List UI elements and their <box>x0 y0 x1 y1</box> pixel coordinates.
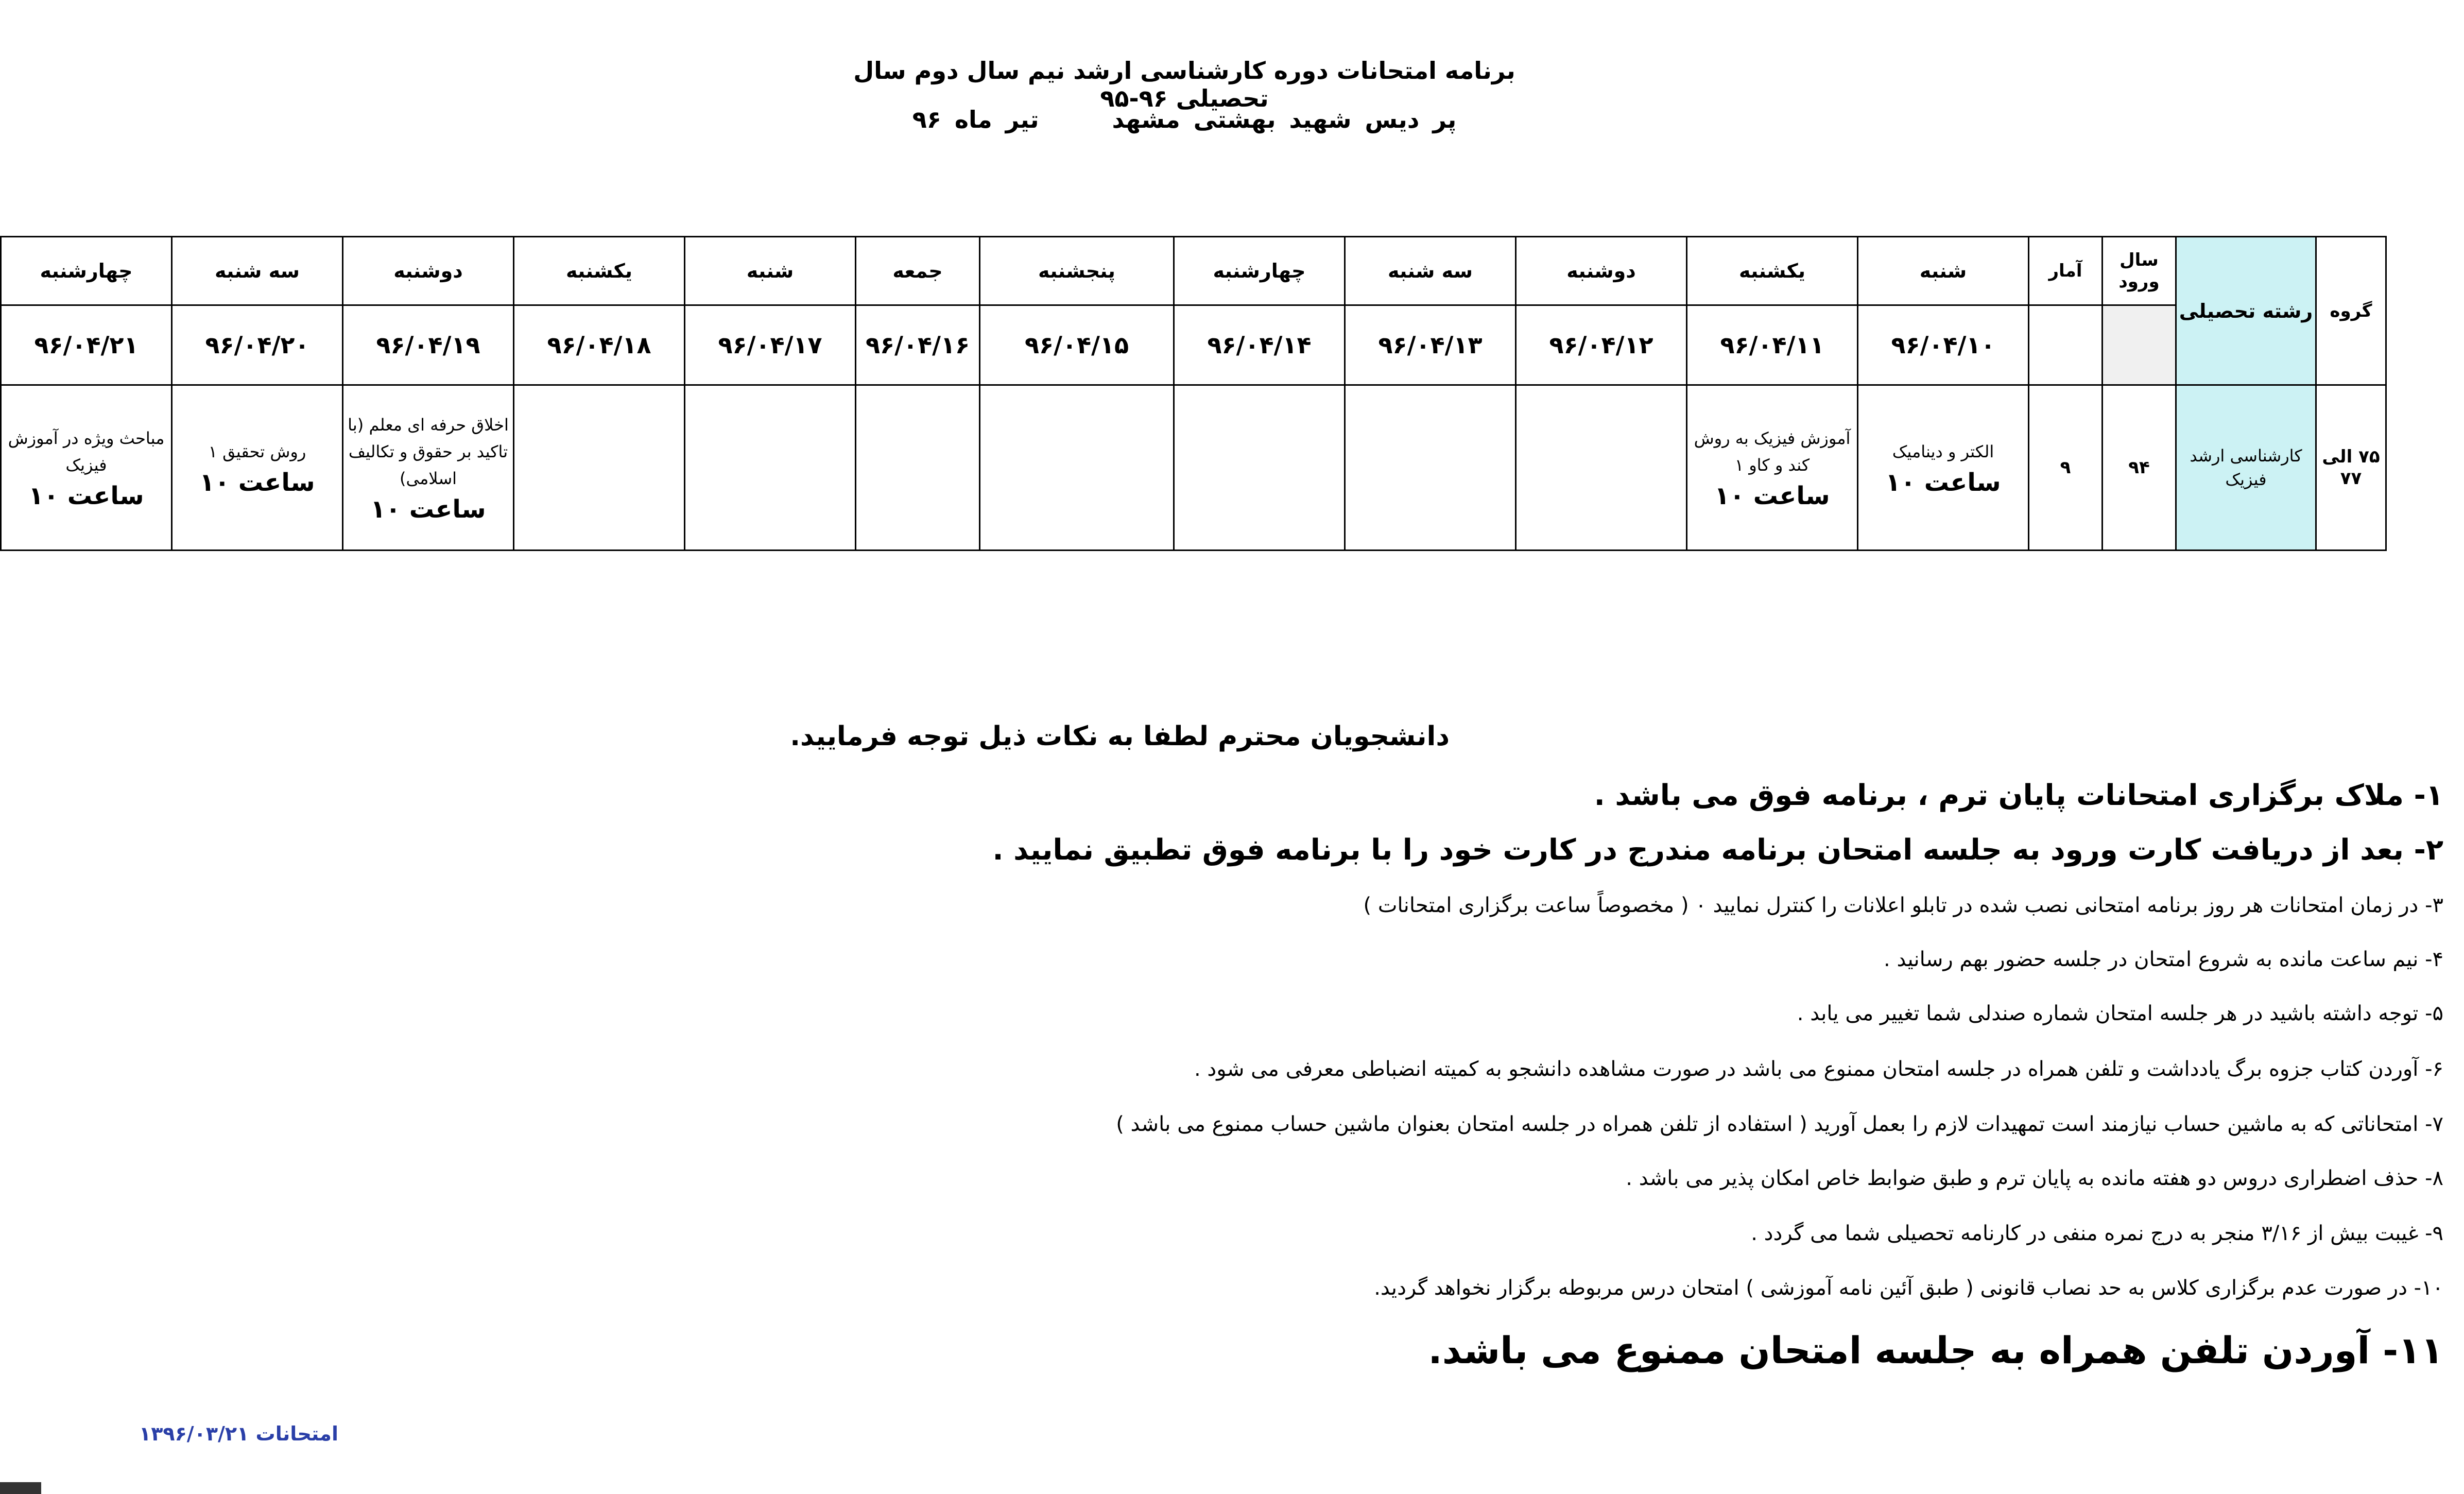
exam-cell <box>1174 385 1345 551</box>
note-item: ۵- توجه داشته باشید در هر جلسه امتحان شماره صندلی شما تغییر می یابد . <box>1797 1002 2443 1025</box>
note-item: ۹- غیبت بیش از ۳/۱۶ منجر به درج نمره منفی در کارنامه تحصیلی شما می گردد . <box>1751 1222 2443 1245</box>
note-item: ۴- نیم ساعت مانده به شروع امتحان در جلسه حضور بهم رسانید . <box>1884 948 2443 971</box>
stats-header: آمار <box>2029 237 2103 305</box>
entry-year-header: سال ورود <box>2103 237 2176 305</box>
footer-label: امتحانات ۱۳۹۶/۰۳/۲۱ <box>139 1422 338 1445</box>
date-cell: ۹۶/۰۴/۱۰ <box>1858 305 2029 385</box>
table-row <box>1 385 2386 551</box>
exam-time: ساعت ۱۰ <box>28 482 144 510</box>
stats-cell: ۹ <box>2029 385 2103 551</box>
exam-cell <box>1516 385 1687 551</box>
group-cell: ۷۵ الی ۷۷ <box>2316 385 2386 551</box>
exam-subject: آموزش فیزیک به روش کند و کاو ۱ <box>1694 428 1851 475</box>
exam-cell <box>514 385 685 551</box>
exam-cell <box>172 385 343 551</box>
group-header: گروه <box>2316 237 2386 385</box>
day-header: چهارشنبه <box>1 237 172 305</box>
date-cell: ۹۶/۰۴/۲۱ <box>1 305 172 385</box>
exam-schedule-table <box>0 236 2387 551</box>
note-item: ۶- آوردن کتاب جزوه برگ یادداشت و تلفن همراه در جلسه امتحان ممنوع می باشد در صورت مشاهده دانشجو به کمیته انضباطی معرفی می شود . <box>1194 1057 2443 1081</box>
logo-icon <box>0 1482 41 1494</box>
stats-blank <box>2029 305 2103 385</box>
date-cell: ۹۶/۰۴/۱۳ <box>1345 305 1516 385</box>
day-header: سه شنبه <box>172 237 343 305</box>
date-cell: ۹۶/۰۴/۱۶ <box>856 305 980 385</box>
day-header: شنبه <box>685 237 856 305</box>
exam-subject: روش تحقیق ۱ <box>208 442 306 461</box>
exam-month: تیر ماه ۹۶ <box>912 106 1039 133</box>
day-header: شنبه <box>1858 237 2029 305</box>
day-header: جمعه <box>856 237 980 305</box>
date-cell: ۹۶/۰۴/۱۵ <box>980 305 1174 385</box>
date-cell: ۹۶/۰۴/۱۱ <box>1687 305 1858 385</box>
entry-year-cell: ۹۴ <box>2103 385 2176 551</box>
day-header: پنجشنبه <box>980 237 1174 305</box>
exam-subject: اخلاق حرفه ای معلم (با تاکید بر حقوق و تکالیف اسلامی) <box>348 415 509 488</box>
exam-time: ساعت ۱۰ <box>199 468 315 497</box>
note-item: ۳- در زمان امتحانات هر روز برنامه امتحانی نصب شده در تابلو اعلانات را کنترل نمایید ٠ ( مخصوصاً ساعت برگزاری امتحانات ) <box>1363 894 2443 917</box>
note-item: ۲- بعد از دریافت کارت ورود به جلسه امتحان برنامه مندرج در کارت خود را با برنامه فوق تطبیق نمایید . <box>992 833 2443 867</box>
exam-time: ساعت ۱۰ <box>1714 482 1830 510</box>
day-header: یکشنبه <box>1687 237 1858 305</box>
exam-cell <box>856 385 980 551</box>
day-header: چهارشنبه <box>1174 237 1345 305</box>
day-header: دوشنبه <box>1516 237 1687 305</box>
exam-subject: الکتر و دینامیک <box>1892 442 1994 461</box>
date-cell: ۹۶/۰۴/۲۰ <box>172 305 343 385</box>
exam-cell <box>980 385 1174 551</box>
note-item: ۱۱- آوردن تلفن همراه به جلسه امتحان ممنوع می باشد. <box>1428 1329 2443 1372</box>
exam-time: ساعت ۱۰ <box>370 495 486 524</box>
date-cell: ۹۶/۰۴/۱۲ <box>1516 305 1687 385</box>
note-item: ۱- ملاک برگزاری امتحانات پایان ترم ، برنامه فوق می باشد . <box>1594 779 2443 812</box>
notes-title: دانشجویان محترم لطفا به نکات ذیل توجه فرمایید. <box>790 721 1450 752</box>
date-cell: ۹۶/۰۴/۱۷ <box>685 305 856 385</box>
note-item: ۸- حذف اضطراری دروس دو هفته مانده به پایان ترم و طبق ضوابط خاص امکان پذیر می باشد . <box>1626 1166 2443 1190</box>
exam-time: ساعت ۱۰ <box>1885 468 2001 497</box>
date-cell: ۹۶/۰۴/۱۴ <box>1174 305 1345 385</box>
day-header: دوشنبه <box>343 237 514 305</box>
field-cell: کارشناسی ارشد فیزیک <box>2176 385 2316 551</box>
campus-name: پر دیس شهید بهشتی مشهد <box>1112 106 1457 133</box>
entry-year-blank <box>2103 305 2176 385</box>
exam-cell <box>685 385 856 551</box>
day-header: سه شنبه <box>1345 237 1516 305</box>
exam-cell <box>1345 385 1516 551</box>
note-item: ۷- امتحاناتی که به ماشین حساب نیازمند است تمهیدات لازم را بعمل آورید ( استفاده از تلفن همراه در جلسه امتحان بعنوان ماشین حساب ممنوع می باشد ) <box>1116 1112 2443 1136</box>
exam-cell <box>1858 385 2029 551</box>
note-item: ۱۰- در صورت عدم برگزاری کلاس به حد نصاب قانونی ( طبق آئین نامه آموزشی ) امتحان درس مربوطه برگزار نخواهد گردید. <box>1374 1276 2443 1300</box>
dates-row <box>1 305 2386 385</box>
field-header: رشته تحصیلی <box>2176 237 2316 385</box>
exam-cell <box>1 385 172 551</box>
exam-cell <box>1687 385 1858 551</box>
days-row <box>1 237 2386 305</box>
exam-subject: مباحث ویژه در آموزش فیزیک <box>8 428 165 475</box>
exam-cell <box>343 385 514 551</box>
day-header: یکشنبه <box>514 237 685 305</box>
date-cell: ۹۶/۰۴/۱۸ <box>514 305 685 385</box>
page-subtitle <box>906 106 1462 133</box>
page-title: برنامه امتحانات دوره کارشناسی ارشد نیم سال دوم سال تحصیلی ۹۶-۹۵ <box>853 57 1515 112</box>
date-cell: ۹۶/۰۴/۱۹ <box>343 305 514 385</box>
